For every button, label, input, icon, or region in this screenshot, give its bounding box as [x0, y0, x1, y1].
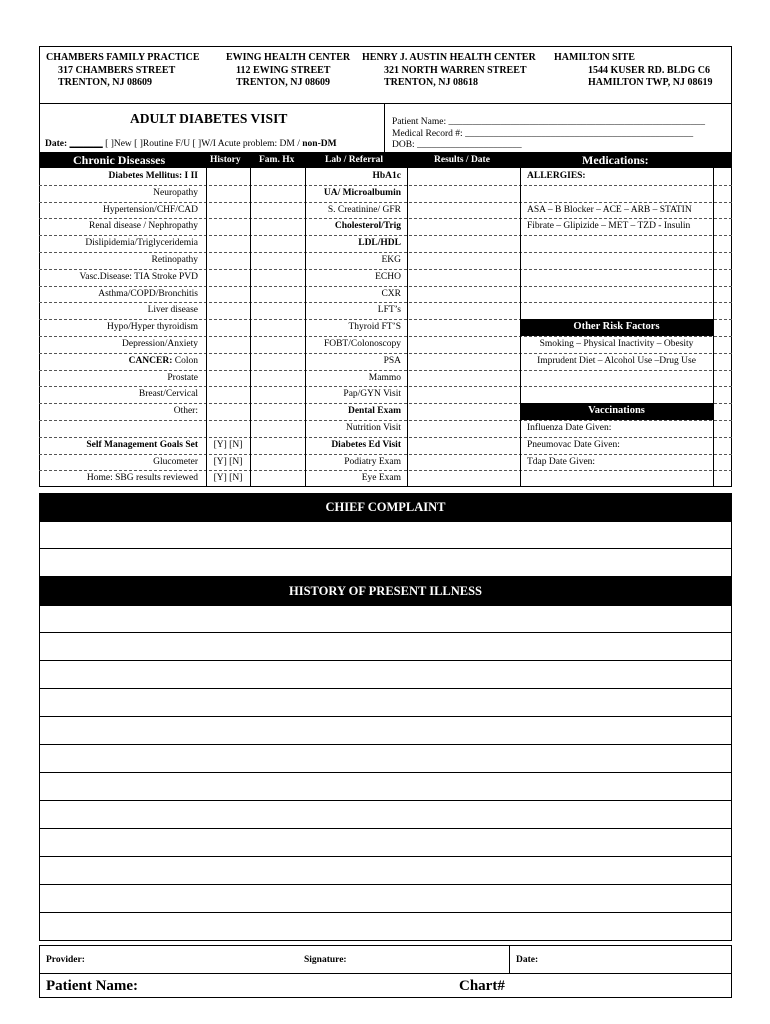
history-cell[interactable] — [206, 218, 250, 235]
lab-label: FOBT/Colonoscopy — [323, 339, 401, 349]
medication-cell[interactable] — [527, 470, 713, 487]
col-header-results: Results / Date — [434, 155, 490, 165]
medication-cell[interactable]: Imprudent Diet – Alcohol Use –Drug Use — [537, 355, 696, 366]
lab-label: HbA1c — [372, 171, 401, 181]
lab-label: LDL/HDL — [358, 238, 401, 249]
disease-label: Home: SBG results reviewed — [86, 473, 198, 484]
lab-label: Eye Exam — [361, 473, 401, 484]
history-cell[interactable] — [206, 319, 250, 336]
results-cell[interactable] — [407, 302, 520, 319]
results-cell[interactable] — [407, 202, 520, 219]
hpi-line[interactable] — [39, 801, 732, 829]
date-field[interactable]: _______ — [69, 139, 103, 149]
disease-label: Liver disease — [147, 305, 198, 316]
hpi-line[interactable] — [39, 773, 732, 801]
medication-cell[interactable] — [527, 302, 713, 319]
lab-label: Mammo — [368, 372, 401, 383]
signature-label[interactable]: Signature: — [304, 955, 347, 965]
lab-label: Dental Exam — [347, 406, 401, 417]
patient-info: Patient Name: ______________________________________________________ Medical Record #: ________________________________________________ DOB: ______________________ — [392, 117, 705, 150]
patient-name-field[interactable]: ______________________________________________________ — [448, 117, 705, 127]
col-header-famhx: Fam. Hx — [259, 155, 295, 165]
famhx-cell[interactable] — [250, 269, 305, 286]
disease-label: Dislipidemia/Triglyceridemia — [85, 238, 198, 249]
famhx-cell[interactable] — [250, 454, 305, 471]
results-cell[interactable] — [407, 319, 520, 336]
disease-label: Diabetes Mellitus: I II — [108, 171, 198, 181]
famhx-cell[interactable] — [250, 168, 305, 185]
hpi-line[interactable] — [39, 661, 732, 689]
column-divider — [713, 168, 714, 487]
medication-cell[interactable] — [527, 252, 713, 269]
date-label[interactable]: Date: — [516, 955, 539, 965]
right-section-header: Vaccinations — [520, 403, 713, 420]
famhx-cell[interactable] — [250, 319, 305, 336]
history-cell[interactable] — [206, 403, 250, 420]
right-section-header: Other Risk Factors — [520, 319, 713, 336]
history-cell[interactable] — [206, 185, 250, 202]
medication-cell[interactable]: Tdap Date Given: — [527, 456, 596, 467]
lab-label: S. Creatinine/ GFR — [327, 204, 401, 215]
provider-label[interactable]: Provider: — [46, 955, 85, 965]
column-divider — [305, 168, 306, 487]
lab-label: Pap/GYN Visit — [343, 389, 401, 400]
visit-type-options[interactable]: [ ]New [ ]Routine F/U [ ]W/I Acute problem: DM / — [105, 139, 303, 149]
column-divider — [407, 168, 408, 487]
famhx-cell[interactable] — [250, 437, 305, 454]
column-divider — [520, 168, 521, 487]
famhx-cell[interactable] — [250, 336, 305, 353]
col-header-chronic: Chronic Diseasses — [73, 153, 166, 167]
chart-number-footer[interactable]: Chart# — [459, 978, 505, 994]
disease-label: CANCER: Colon — [128, 355, 198, 366]
results-cell[interactable] — [407, 420, 520, 437]
famhx-cell[interactable] — [250, 235, 305, 252]
lab-label: Thyroid FT’S — [348, 322, 401, 333]
history-cell[interactable]: [Y] [N] — [213, 456, 243, 467]
lab-label: CXR — [381, 288, 401, 299]
dob-field[interactable]: ______________________ — [417, 140, 522, 150]
hpi-header: HISTORY OF PRESENT ILLNESS — [39, 577, 732, 605]
results-cell[interactable] — [407, 252, 520, 269]
medication-cell[interactable]: Fibrate – Glipizide – MET – TZD - Insulin — [527, 221, 691, 232]
lab-label: EKG — [381, 255, 401, 265]
history-cell[interactable] — [206, 336, 250, 353]
results-cell[interactable] — [407, 454, 520, 471]
disease-label: Retinopathy — [151, 255, 198, 265]
results-cell[interactable] — [407, 235, 520, 252]
site-henry-austin: HENRY J. AUSTIN HEALTH CENTER 321 NORTH WARREN STREET TRENTON, NJ 08618 — [362, 52, 536, 88]
famhx-cell[interactable] — [250, 403, 305, 420]
history-cell[interactable] — [206, 370, 250, 387]
footer-box — [39, 945, 732, 998]
famhx-cell[interactable] — [250, 470, 305, 487]
disease-label: Self Management Goals Set — [86, 439, 198, 450]
famhx-cell[interactable] — [250, 218, 305, 235]
col-header-lab: Lab / Referral — [325, 155, 384, 165]
medication-cell[interactable] — [527, 286, 713, 303]
hpi-line[interactable] — [39, 745, 732, 773]
site-ewing: EWING HEALTH CENTER 112 EWING STREET TRENTON, NJ 08609 — [226, 52, 351, 88]
title-divider — [384, 104, 385, 153]
history-cell[interactable] — [206, 386, 250, 403]
famhx-cell[interactable] — [250, 370, 305, 387]
medication-cell[interactable]: Smoking – Physical Inactivity – Obesity — [539, 339, 694, 349]
site-hamilton: HAMILTON SITE 1544 KUSER RD. BLDG C6 HAMILTON TWP, NJ 08619 — [554, 52, 713, 88]
form-title: ADULT DIABETES VISIT — [130, 111, 288, 126]
famhx-cell[interactable] — [250, 252, 305, 269]
mrn-field[interactable]: ________________________________________________ — [465, 128, 694, 139]
disease-label: Vasc.Disease: TIA Stroke PVD — [79, 271, 198, 282]
hpi-line[interactable] — [39, 633, 732, 661]
history-cell[interactable] — [206, 269, 250, 286]
footer-vline — [509, 945, 510, 973]
patient-name-footer[interactable]: Patient Name: — [46, 978, 139, 994]
history-cell[interactable] — [206, 202, 250, 219]
disease-label: Asthma/COPD/Bronchitis — [98, 288, 198, 299]
famhx-cell[interactable] — [250, 202, 305, 219]
results-cell[interactable] — [407, 168, 520, 185]
hpi-line[interactable] — [39, 829, 732, 857]
column-divider — [206, 168, 207, 487]
chief-complaint-line[interactable] — [39, 521, 732, 549]
results-cell[interactable] — [407, 437, 520, 454]
history-cell[interactable] — [206, 353, 250, 370]
disease-label: Neuropathy — [153, 187, 198, 198]
lab-label: UA/ Microalbumin — [323, 187, 401, 198]
hpi-line[interactable] — [39, 913, 732, 941]
hpi-line[interactable] — [39, 605, 732, 633]
lab-label: Cholesterol/Trig — [334, 221, 401, 232]
history-cell[interactable] — [206, 168, 250, 185]
medication-cell[interactable]: Pneumovac Date Given: — [527, 439, 620, 450]
famhx-cell[interactable] — [250, 185, 305, 202]
history-cell[interactable]: [Y] [N] — [213, 439, 243, 450]
results-cell[interactable] — [407, 386, 520, 403]
disease-label: Breast/Cervical — [138, 389, 198, 400]
footer-divider — [39, 973, 732, 974]
famhx-cell[interactable] — [250, 302, 305, 319]
results-cell[interactable] — [407, 336, 520, 353]
results-cell[interactable] — [407, 286, 520, 303]
medication-cell[interactable] — [527, 386, 713, 403]
lab-label: ECHO — [375, 271, 401, 282]
medication-cell[interactable] — [527, 269, 713, 286]
col-header-medications: Medications: — [582, 153, 649, 167]
disease-label: Other: — [173, 406, 198, 417]
results-cell[interactable] — [407, 403, 520, 420]
lab-label: Podiatry Exam — [344, 456, 401, 467]
results-cell[interactable] — [407, 185, 520, 202]
medication-cell[interactable]: ALLERGIES: — [527, 171, 586, 181]
disease-label: Glucometer — [153, 456, 198, 467]
history-cell[interactable] — [206, 420, 250, 437]
history-cell[interactable] — [206, 286, 250, 303]
hpi-line[interactable] — [39, 857, 732, 885]
history-cell[interactable] — [206, 235, 250, 252]
famhx-cell[interactable] — [250, 353, 305, 370]
famhx-cell[interactable] — [250, 386, 305, 403]
medication-cell[interactable]: ASA – B Blocker – ACE – ARB – STATIN — [527, 204, 692, 215]
disease-label: Hypo/Hyper thyroidism — [106, 322, 198, 333]
results-cell[interactable] — [407, 470, 520, 487]
lab-label: Nutrition Visit — [346, 423, 401, 433]
hpi-line[interactable] — [39, 689, 732, 717]
disease-label: Depression/Anxiety — [122, 339, 198, 349]
column-divider — [250, 168, 251, 487]
hpi-line[interactable] — [39, 885, 732, 913]
history-cell[interactable] — [206, 252, 250, 269]
history-cell[interactable] — [206, 302, 250, 319]
results-cell[interactable] — [407, 269, 520, 286]
chief-complaint-header: CHIEF COMPLAINT — [39, 493, 732, 521]
col-header-history: History — [210, 155, 241, 165]
famhx-cell[interactable] — [250, 286, 305, 303]
lab-label: Diabetes Ed Visit — [331, 439, 401, 450]
results-cell[interactable] — [407, 218, 520, 235]
disease-label: Prostate — [167, 372, 198, 383]
disease-label: Renal disease / Nephropathy — [89, 221, 198, 232]
disease-label: Hypertension/CHF/CAD — [103, 204, 198, 215]
famhx-cell[interactable] — [250, 420, 305, 437]
hpi-line[interactable] — [39, 717, 732, 745]
medication-cell[interactable] — [527, 185, 713, 202]
site-chambers: CHAMBERS FAMILY PRACTICE 317 CHAMBERS STREET TRENTON, NJ 08609 — [46, 52, 200, 88]
medication-cell[interactable] — [527, 370, 713, 387]
visit-date-line[interactable]: Date: _______ [ ]New [ ]Routine F/U [ ]W/I Acute problem: DM / non-DM — [45, 139, 337, 149]
lab-label: PSA — [383, 355, 401, 366]
history-cell[interactable]: [Y] [N] — [213, 473, 243, 484]
results-cell[interactable] — [407, 370, 520, 387]
medication-cell[interactable] — [527, 235, 713, 252]
lab-label: LFT’s — [377, 305, 401, 316]
chief-complaint-line[interactable] — [39, 549, 732, 577]
medication-cell[interactable]: Influenza Date Given: — [527, 423, 612, 433]
results-cell[interactable] — [407, 353, 520, 370]
disease-label — [39, 420, 198, 437]
